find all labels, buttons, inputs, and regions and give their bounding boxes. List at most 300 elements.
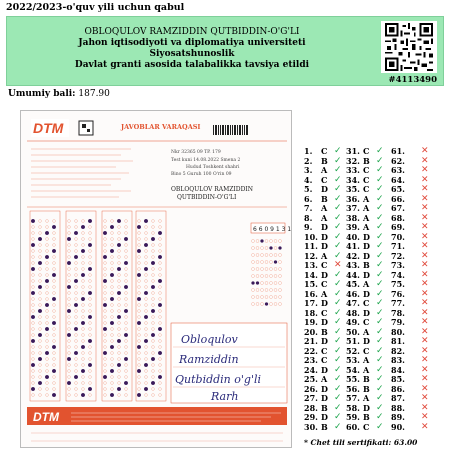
cross-icon: ✕ [421, 184, 429, 194]
check-icon: ✓ [334, 212, 342, 223]
question-number: 74. [391, 269, 405, 280]
answer-row [391, 423, 439, 433]
filled-bubble [110, 225, 114, 229]
answer-letter: D [321, 364, 328, 375]
answer-letter: B [363, 155, 370, 166]
filled-bubble [31, 363, 35, 367]
filled-bubble [124, 237, 128, 241]
filled-bubble [52, 345, 56, 349]
answer-letter: A [363, 326, 370, 337]
filled-bubble [38, 261, 42, 265]
cross-icon: ✕ [421, 421, 429, 432]
filled-bubble [38, 237, 42, 241]
check-icon: ✓ [334, 174, 342, 185]
question-number: 85. [391, 374, 405, 384]
filled-bubble [52, 273, 56, 277]
check-icon: ✓ [376, 279, 384, 289]
question-number: 75. [391, 279, 405, 289]
check-icon: ✓ [334, 165, 342, 175]
cross-icon: ✕ [421, 174, 429, 185]
cross-icon: ✕ [421, 222, 429, 232]
question-number: 47. [346, 298, 360, 308]
answer-letter: A [363, 355, 370, 365]
handwriting-firstname: Ramziddin [179, 353, 239, 366]
filled-bubble [151, 285, 155, 289]
answer-letter: A [363, 222, 370, 232]
filled-bubble [124, 261, 128, 265]
filled-bubble [45, 375, 49, 379]
filled-bubble [144, 339, 148, 343]
sheet-name-line1: OBLOQULOV RAMZIDDIN [171, 186, 254, 193]
filled-bubble [74, 375, 78, 379]
question-number: 4. [304, 174, 313, 185]
question-number: 11. [304, 241, 318, 251]
answer-letter: B [363, 374, 370, 384]
answer-row [346, 423, 394, 433]
question-number: 41. [346, 241, 360, 251]
filled-bubble [45, 327, 49, 331]
filled-bubble [137, 369, 141, 373]
answer-sheet-image [20, 110, 292, 448]
cross-icon: ✕ [421, 146, 429, 156]
filled-bubble [151, 333, 155, 337]
filled-bubble [151, 261, 155, 265]
answer-letter: C [363, 317, 370, 327]
filled-bubble [270, 247, 273, 250]
answer-letter: D [363, 241, 370, 251]
answer-letter: D [321, 383, 328, 394]
cross-icon: ✕ [421, 336, 429, 346]
question-number: 57. [346, 393, 360, 403]
filled-bubble [137, 321, 141, 325]
check-icon: ✓ [376, 317, 384, 327]
check-icon: ✓ [376, 174, 384, 185]
filled-bubble [31, 267, 35, 271]
filled-bubble [137, 273, 141, 277]
filled-bubble [117, 219, 121, 223]
sheet-digits: 6 6 0 9 1 3 1 [253, 226, 292, 233]
question-number: 21. [304, 336, 318, 346]
check-icon: ✓ [334, 402, 342, 413]
answer-letter: C [363, 421, 370, 432]
question-number: 35. [346, 184, 360, 194]
check-icon: ✓ [334, 364, 342, 375]
question-number: 33. [346, 165, 360, 175]
answer-letter: A [321, 250, 328, 261]
check-icon: ✓ [334, 317, 342, 327]
filled-bubble [137, 225, 141, 229]
answer-letter: C [363, 298, 370, 308]
total-score [8, 89, 110, 99]
student-name: OBLOQULOV RAMZIDDIN QUTBIDDIN-O'G'LI [84, 27, 300, 37]
answer-letter: C [363, 146, 370, 156]
question-number: 9. [304, 222, 313, 232]
cross-icon: ✕ [421, 250, 429, 261]
check-icon: ✓ [334, 412, 342, 422]
answer-letter: D [321, 241, 328, 251]
filled-bubble [52, 225, 56, 229]
check-icon: ✓ [376, 421, 384, 432]
filled-bubble [81, 273, 85, 277]
question-number: 5. [304, 184, 313, 194]
answer-letter: D [321, 184, 328, 194]
filled-bubble [117, 315, 121, 319]
question-number: 34. [346, 174, 360, 185]
question-number: 89. [391, 412, 405, 422]
question-number: 46. [346, 288, 360, 299]
handwriting-patronymic: Qutbiddin o'g'li [175, 373, 262, 386]
question-number: 22. [304, 345, 318, 356]
answer-letter: C [321, 345, 328, 356]
filled-bubble [117, 339, 121, 343]
answer-letter: A [363, 393, 370, 403]
answer-row [304, 423, 352, 433]
filled-bubble [67, 333, 71, 337]
filled-bubble [67, 357, 71, 361]
check-icon: ✓ [376, 402, 384, 413]
answer-letter: A [321, 212, 328, 223]
check-icon: ✓ [376, 212, 384, 223]
filled-bubble [151, 381, 155, 385]
filled-bubble [103, 279, 107, 283]
filled-bubble [88, 219, 92, 223]
cross-icon: ✕ [421, 345, 429, 356]
filled-bubble [31, 387, 35, 391]
filled-bubble [261, 240, 264, 243]
answer-letter: A [363, 193, 370, 204]
question-number: 67. [391, 203, 405, 213]
question-number: 24. [304, 364, 318, 375]
filled-bubble [31, 243, 35, 247]
question-number: 50. [346, 326, 360, 337]
question-number: 61. [391, 146, 405, 156]
filled-bubble [158, 279, 162, 283]
answer-column-3 [391, 147, 439, 432]
filled-bubble [144, 267, 148, 271]
check-icon: ✓ [334, 250, 342, 261]
question-number: 81. [391, 336, 405, 346]
question-number: 51. [346, 336, 360, 346]
cross-icon: ✕ [421, 374, 429, 384]
filled-bubble [74, 303, 78, 307]
filled-bubble [124, 309, 128, 313]
filled-bubble [117, 363, 121, 367]
check-icon: ✓ [376, 412, 384, 422]
question-number: 19. [304, 317, 318, 327]
question-number: 68. [391, 212, 405, 223]
filled-bubble [81, 249, 85, 253]
sheet-footer-logo: DTM [33, 410, 59, 424]
svg-text:Bino 5 Guruh 100 O'rin 09: Bino 5 Guruh 100 O'rin 09 [171, 172, 232, 177]
question-number: 1. [304, 146, 313, 156]
filled-bubble [144, 291, 148, 295]
certificate-note [304, 438, 417, 447]
question-number: 78. [391, 307, 405, 318]
filled-bubble [279, 247, 282, 250]
cross-icon: ✕ [421, 288, 429, 299]
filled-bubble [88, 387, 92, 391]
question-number: 70. [391, 231, 405, 242]
question-number: 44. [346, 269, 360, 280]
check-icon: ✓ [334, 336, 342, 346]
handwriting-signature: Rarh [211, 390, 239, 403]
question-number: 88. [391, 402, 405, 413]
filled-bubble [81, 369, 85, 373]
cross-icon: ✕ [421, 383, 429, 394]
certificate-label: * Chet tili sertifikati: [304, 438, 392, 447]
question-number: 63. [391, 165, 405, 175]
cross-icon: ✕ [421, 231, 429, 242]
check-icon: ✓ [376, 193, 384, 204]
question-number: 71. [391, 241, 405, 251]
filled-bubble [110, 321, 114, 325]
question-number: 54. [346, 364, 360, 375]
score-label: Umumiy bali: [8, 89, 76, 99]
question-number: 12. [304, 250, 318, 261]
check-icon: ✓ [376, 345, 384, 356]
filled-bubble [45, 255, 49, 259]
filled-bubble [110, 297, 114, 301]
answer-sheet-scan [21, 111, 292, 448]
cross-icon: ✕ [334, 260, 342, 270]
question-number: 43. [346, 260, 360, 270]
cross-icon: ✕ [421, 393, 429, 403]
answer-letter: C [321, 174, 328, 185]
filled-bubble [81, 225, 85, 229]
university-name: Jahon iqtisodiyoti va diplomatiya universiteti [78, 38, 306, 48]
check-icon: ✓ [334, 326, 342, 337]
filled-bubble [74, 255, 78, 259]
question-number: 56. [346, 383, 360, 394]
filled-bubble [67, 285, 71, 289]
check-icon: ✓ [376, 307, 384, 318]
filled-bubble [103, 255, 107, 259]
check-icon: ✓ [376, 326, 384, 337]
question-number: 14. [304, 269, 318, 280]
answer-letter: D [321, 269, 328, 280]
question-number: 32. [346, 155, 360, 166]
cross-icon: ✕ [421, 307, 429, 318]
filled-bubble [158, 303, 162, 307]
check-icon: ✓ [376, 250, 384, 261]
recommendation-text: Davlat granti asosida talabalikka tavsiya etildi [74, 60, 310, 70]
filled-bubble [137, 393, 141, 397]
question-number: 26. [304, 383, 318, 394]
answer-letter: C [363, 165, 370, 175]
filled-bubble [81, 297, 85, 301]
question-number: 25. [304, 374, 318, 384]
filled-bubble [45, 279, 49, 283]
check-icon: ✓ [376, 146, 384, 156]
filled-bubble [158, 255, 162, 259]
check-icon: ✓ [376, 231, 384, 242]
filled-bubble [144, 363, 148, 367]
filled-bubble [256, 282, 259, 285]
answer-letter: D [321, 317, 328, 327]
question-number: 20. [304, 326, 318, 337]
cross-icon: ✕ [421, 203, 429, 213]
cross-icon: ✕ [421, 326, 429, 337]
filled-bubble [38, 357, 42, 361]
cross-icon: ✕ [421, 260, 429, 270]
filled-bubble [124, 333, 128, 337]
question-number: 66. [391, 193, 405, 204]
filled-bubble [74, 279, 78, 283]
answer-letter: B [363, 260, 370, 270]
check-icon: ✓ [334, 203, 342, 213]
filled-bubble [137, 249, 141, 253]
check-icon: ✓ [376, 260, 384, 270]
answer-letter: D [321, 336, 328, 346]
page-title: 2022/2023-o'quv yili uchun qabul [6, 2, 185, 13]
filled-bubble [110, 273, 114, 277]
filled-bubble [88, 267, 92, 271]
answer-letter: C [321, 279, 328, 289]
question-number: 53. [346, 355, 360, 365]
filled-bubble [88, 315, 92, 319]
filled-bubble [52, 297, 56, 301]
answer-letter: D [363, 402, 370, 413]
answer-letter: A [321, 165, 328, 175]
filled-bubble [158, 375, 162, 379]
question-number: 30. [304, 421, 318, 432]
answer-letter: B [363, 383, 370, 394]
answer-letter: D [363, 250, 370, 261]
check-icon: ✓ [334, 288, 342, 299]
certificate-value: 63.00 [393, 438, 418, 447]
question-number: 65. [391, 184, 405, 194]
check-icon: ✓ [376, 374, 384, 384]
filled-bubble [117, 243, 121, 247]
answer-letter: A [363, 279, 370, 289]
check-icon: ✓ [376, 203, 384, 213]
check-icon: ✓ [376, 241, 384, 251]
sheet-name-line2: QUTBIDDIN-O'G'LI [177, 194, 237, 201]
question-number: 90. [391, 421, 405, 432]
check-icon: ✓ [376, 336, 384, 346]
result-banner [6, 16, 444, 86]
check-icon: ✓ [376, 393, 384, 403]
filled-bubble [110, 393, 114, 397]
filled-bubble [103, 351, 107, 355]
filled-bubble [144, 219, 148, 223]
check-icon: ✓ [334, 393, 342, 403]
svg-text:Hudud Toshkent shahri: Hudud Toshkent shahri [186, 165, 240, 170]
filled-bubble [38, 285, 42, 289]
answer-letter: C [321, 146, 328, 156]
answer-letter: B [321, 193, 328, 204]
filled-bubble [144, 243, 148, 247]
answer-letter: D [321, 412, 328, 422]
check-icon: ✓ [334, 269, 342, 280]
answer-letter: A [321, 203, 328, 213]
answer-letter: B [321, 155, 328, 166]
question-number: 59. [346, 412, 360, 422]
filled-bubble [45, 231, 49, 235]
question-number: 58. [346, 402, 360, 413]
filled-bubble [117, 387, 121, 391]
filled-bubble [38, 309, 42, 313]
cross-icon: ✕ [421, 241, 429, 251]
answer-letter: D [363, 288, 370, 299]
filled-bubble [88, 243, 92, 247]
filled-bubble [252, 282, 255, 285]
question-number: 3. [304, 165, 313, 175]
answer-letter: D [321, 222, 328, 232]
answer-letter: C [321, 260, 328, 270]
question-number: 60. [346, 421, 360, 432]
question-number: 29. [304, 412, 318, 422]
question-number: 2. [304, 155, 313, 166]
check-icon: ✓ [376, 184, 384, 194]
question-number: 16. [304, 288, 318, 299]
check-icon: ✓ [334, 355, 342, 365]
question-number: 69. [391, 222, 405, 232]
check-icon: ✓ [376, 364, 384, 375]
question-number: 38. [346, 212, 360, 223]
answer-letter: A [363, 203, 370, 213]
answer-letter: A [321, 374, 328, 384]
question-number: 7. [304, 203, 313, 213]
filled-bubble [45, 351, 49, 355]
question-number: 39. [346, 222, 360, 232]
question-number: 76. [391, 288, 405, 299]
check-icon: ✓ [334, 231, 342, 242]
check-icon: ✓ [334, 222, 342, 232]
answer-letter: A [363, 212, 370, 223]
answer-letter: D [363, 307, 370, 318]
check-icon: ✓ [334, 193, 342, 204]
filled-bubble [52, 321, 56, 325]
filled-bubble [124, 285, 128, 289]
filled-bubble [31, 339, 35, 343]
filled-bubble [124, 357, 128, 361]
cross-icon: ✕ [421, 298, 429, 308]
handwriting-surname: Obloqulov [181, 333, 238, 346]
answer-letter: B [363, 412, 370, 422]
filled-bubble [88, 291, 92, 295]
filled-bubble [67, 237, 71, 241]
filled-bubble [103, 375, 107, 379]
banner-text [7, 27, 377, 71]
filled-bubble [103, 303, 107, 307]
filled-bubble [67, 261, 71, 265]
question-number: 42. [346, 250, 360, 261]
question-number: 8. [304, 212, 313, 223]
filled-bubble [151, 309, 155, 313]
answer-letter: D [321, 231, 328, 242]
question-number: 87. [391, 393, 405, 403]
filled-bubble [74, 231, 78, 235]
answer-column-1 [304, 147, 352, 432]
filled-bubble [124, 381, 128, 385]
answer-letter: D [363, 336, 370, 346]
question-number: 80. [391, 326, 405, 337]
filled-bubble [52, 369, 56, 373]
filled-bubble [74, 327, 78, 331]
check-icon: ✓ [334, 241, 342, 251]
question-number: 79. [391, 317, 405, 327]
question-number: 48. [346, 307, 360, 318]
question-number: 40. [346, 231, 360, 242]
cross-icon: ✕ [421, 355, 429, 365]
qr-code-container [381, 21, 437, 73]
answer-letter: D [363, 231, 370, 242]
cross-icon: ✕ [421, 193, 429, 204]
answer-letter: D [321, 298, 328, 308]
check-icon: ✓ [376, 383, 384, 394]
check-icon: ✓ [334, 184, 342, 194]
